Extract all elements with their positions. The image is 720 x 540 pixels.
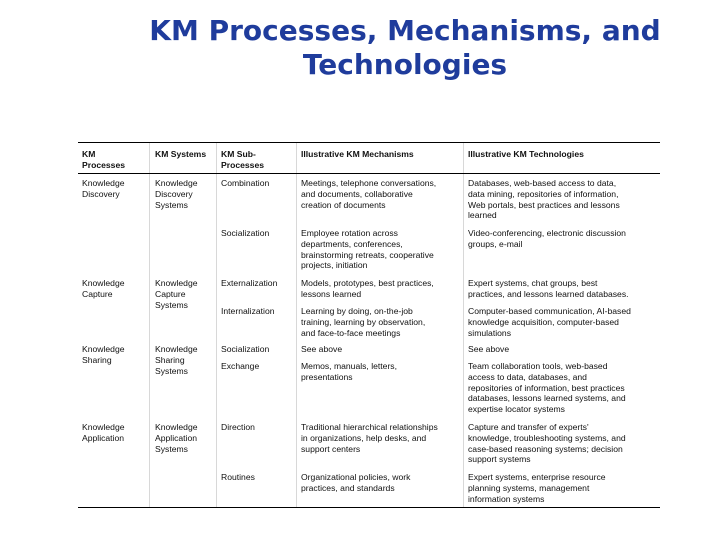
mechanisms-socialization-sharing: See above <box>301 344 343 354</box>
technologies-socialization-sharing: See above <box>468 344 510 354</box>
mechanisms-externalization: Models, prototypes, best practices, lessons learned <box>301 278 434 299</box>
subprocess-combination: Combination <box>221 178 270 188</box>
slide-title-line-2: Technologies <box>302 48 508 81</box>
subprocess-direction: Direction <box>221 422 255 432</box>
subprocess-socialization: Socialization <box>221 228 270 238</box>
column-divider <box>296 143 297 507</box>
subprocess-routines: Routines <box>221 472 255 482</box>
mechanisms-socialization: Employee rotation across departments, conferences, brainstorming retreats, cooperative projects, initiation <box>301 228 434 271</box>
header-mechanisms: Illustrative KM Mechanisms <box>301 149 414 159</box>
process-knowledge-application: Knowledge Application <box>82 422 125 443</box>
header-divider <box>78 173 660 174</box>
column-divider <box>463 143 464 507</box>
system-knowledge-capture: Knowledge Capture Systems <box>155 278 198 310</box>
process-knowledge-discovery: Knowledge Discovery <box>82 178 125 199</box>
column-divider <box>149 143 150 507</box>
mechanisms-internalization: Learning by doing, on-the-job training, learning by observation, and face-to-face meetings <box>301 306 426 338</box>
technologies-externalization: Expert systems, chat groups, best practices, and lessons learned databases. <box>468 278 629 299</box>
column-divider <box>216 143 217 507</box>
subprocess-exchange: Exchange <box>221 361 260 371</box>
header-technologies: Illustrative KM Technologies <box>468 149 584 159</box>
technologies-socialization: Video-conferencing, electronic discussion groups, e-mail <box>468 228 626 249</box>
slide-title-line-1: KM Processes, Mechanisms, and <box>149 14 661 47</box>
header-km-processes: KM Processes <box>82 149 126 170</box>
header-km-subprocesses: KM Sub- Processes <box>221 149 265 170</box>
process-knowledge-capture: Knowledge Capture <box>82 278 125 299</box>
technologies-direction: Capture and transfer of experts' knowledge, troubleshooting systems, and case-based reasoning systems; decision support systems <box>468 422 626 465</box>
subprocess-externalization: Externalization <box>221 278 278 288</box>
km-table <box>78 142 660 508</box>
mechanisms-direction: Traditional hierarchical relationships in organizations, help desks, and support centers <box>301 422 438 454</box>
header-km-systems: KM Systems <box>155 149 207 159</box>
system-knowledge-application: Knowledge Application Systems <box>155 422 198 454</box>
subprocess-socialization-sharing: Socialization <box>221 344 270 354</box>
system-knowledge-discovery: Knowledge Discovery Systems <box>155 178 198 210</box>
system-knowledge-sharing: Knowledge Sharing Systems <box>155 344 198 376</box>
technologies-exchange: Team collaboration tools, web-based access to data, databases, and repositories of information, best practices databases, lessons learned systems, and expertise locator systems <box>468 361 626 415</box>
subprocess-internalization: Internalization <box>221 306 275 316</box>
technologies-combination: Databases, web-based access to data, data mining, repositories of information, Web portals, best practices and lessons learned <box>468 178 620 221</box>
mechanisms-routines: Organizational policies, work practices, and standards <box>301 472 411 493</box>
process-knowledge-sharing: Knowledge Sharing <box>82 344 125 365</box>
technologies-routines: Expert systems, enterprise resource planning systems, management information systems <box>468 472 606 504</box>
technologies-internalization: Computer-based communication, AI-based knowledge acquisition, computer-based simulations <box>468 306 631 338</box>
mechanisms-exchange: Memos, manuals, letters, presentations <box>301 361 397 382</box>
slide-title <box>100 14 710 82</box>
mechanisms-combination: Meetings, telephone conversations, and documents, collaborative creation of documents <box>301 178 437 210</box>
